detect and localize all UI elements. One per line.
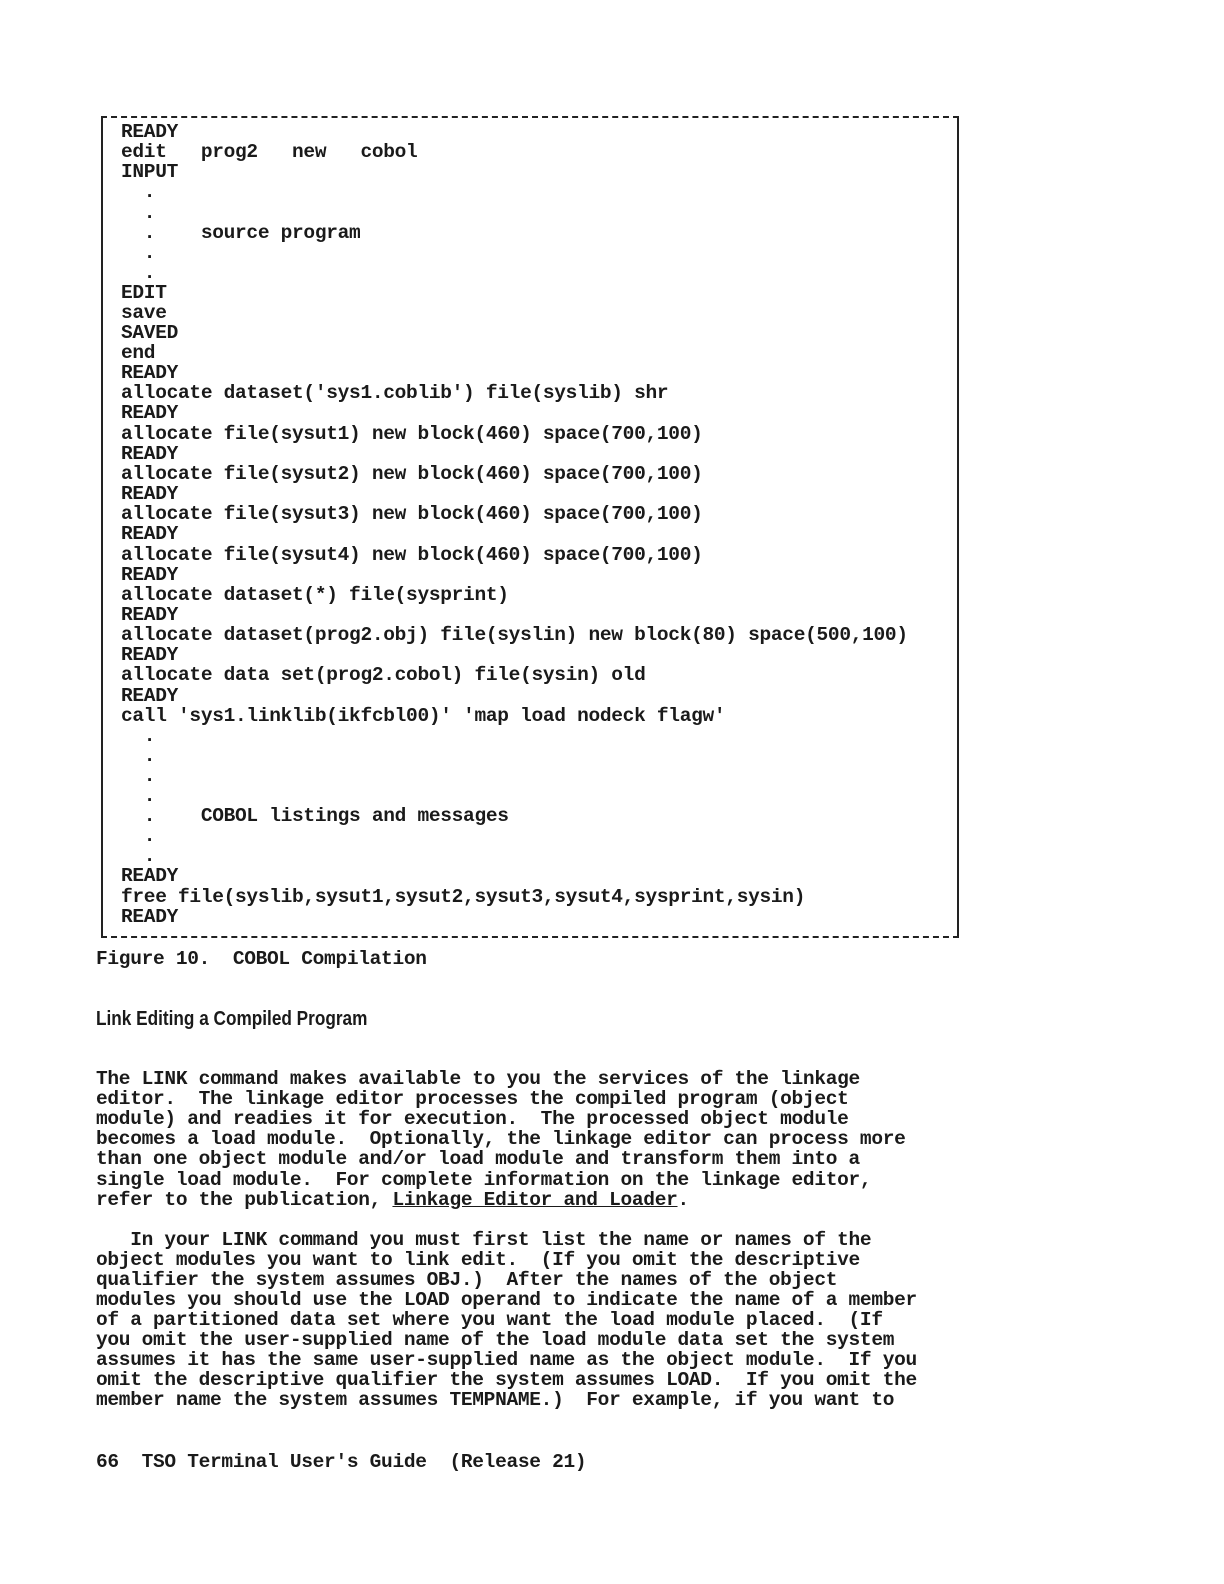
figure-line: free file(syslib,sysut1,sysut2,sysut3,sysut4,sysprint,sysin): [121, 886, 806, 908]
figure-line: end: [121, 342, 156, 364]
figure-line: . source program: [121, 222, 361, 244]
figure-line: READY: [121, 906, 179, 928]
page-footer: 66 TSO Terminal User's Guide (Release 21): [96, 1451, 587, 1473]
figure-line: allocate dataset(*) file(sysprint): [121, 584, 509, 606]
figure-line: READY: [121, 523, 179, 545]
section-heading: Link Editing a Compiled Program: [96, 1008, 368, 1030]
figure-line: READY: [121, 402, 179, 424]
figure-line: allocate file(sysut1) new block(460) space(700,100): [121, 423, 703, 445]
paragraph-line: you omit the user-supplied name of the load module data set the system: [96, 1329, 895, 1351]
figure-line: .: [121, 765, 156, 787]
figure-line: .: [121, 242, 156, 264]
figure-line: .: [121, 262, 156, 284]
figure-line: .: [121, 825, 156, 847]
paragraph-line: module) and readies it for execution. The processed object module: [96, 1108, 849, 1130]
publication-title-link: Linkage Editor and Loader: [392, 1189, 678, 1211]
paragraph-line: The LINK command makes available to you the services of the linkage: [96, 1068, 860, 1090]
paragraph-text: refer to the publication,: [96, 1189, 393, 1211]
paragraph-line: assumes it has the same user-supplied name as the object module. If you: [96, 1349, 917, 1371]
figure-caption: Figure 10. COBOL Compilation: [96, 948, 427, 970]
paragraph-line: of a partitioned data set where you want the load module placed. (If: [96, 1309, 883, 1331]
figure-line: .: [121, 845, 156, 867]
paragraph-line: editor. The linkage editor processes the compiled program (object: [96, 1088, 849, 1110]
figure-line: edit prog2 new cobol: [121, 141, 418, 163]
figure-line: READY: [121, 362, 179, 384]
paragraph-text: .: [677, 1189, 689, 1211]
figure-line: READY: [121, 483, 179, 505]
figure-line: READY: [121, 644, 179, 666]
figure-line: call 'sys1.linklib(ikfcbl00)' 'map load nodeck flagw': [121, 705, 726, 727]
paragraph-line: object modules you want to link edit. (If you omit the descriptive: [96, 1249, 860, 1271]
figure-line: .: [121, 725, 156, 747]
figure-line: .: [121, 202, 156, 224]
paragraph-line: becomes a load module. Optionally, the linkage editor can process more: [96, 1128, 906, 1150]
figure-line: allocate dataset('sys1.coblib') file(syslib) shr: [121, 382, 669, 404]
figure-line: allocate dataset(prog2.obj) file(syslin) new block(80) space(500,100): [121, 624, 908, 646]
paragraph-line: than one object module and/or load module and transform them into a: [96, 1148, 860, 1170]
figure-line: allocate file(sysut2) new block(460) space(700,100): [121, 463, 703, 485]
paragraph-line: single load module. For complete information on the linkage editor,: [96, 1169, 872, 1191]
paragraph-line: omit the descriptive qualifier the system assumes LOAD. If you omit the: [96, 1369, 917, 1391]
figure-line: allocate data set(prog2.cobol) file(sysin) old: [121, 664, 646, 686]
paragraph-line: member name the system assumes TEMPNAME.) For example, if you want to: [96, 1389, 895, 1411]
paragraph-line: In your LINK command you must first list the name or names of the: [96, 1229, 872, 1251]
figure-line: .: [121, 745, 156, 767]
figure-line: INPUT: [121, 161, 179, 183]
paragraph-line: qualifier the system assumes OBJ.) After the names of the object: [96, 1269, 838, 1291]
figure-line: READY: [121, 604, 179, 626]
figure-line: . COBOL listings and messages: [121, 805, 509, 827]
figure-line: SAVED: [121, 322, 179, 344]
paragraph-line: modules you should use the LOAD operand to indicate the name of a member: [96, 1289, 917, 1311]
figure-line: READY: [121, 685, 179, 707]
figure-line: allocate file(sysut4) new block(460) space(700,100): [121, 544, 703, 566]
figure-line: save: [121, 302, 167, 324]
figure-line: READY: [121, 865, 179, 887]
figure-line: READY: [121, 564, 179, 586]
figure-line: .: [121, 181, 156, 203]
figure-line: EDIT: [121, 282, 167, 304]
figure-line: READY: [121, 121, 179, 143]
figure-line: READY: [121, 443, 179, 465]
paragraph-line: [96, 1190, 689, 1210]
figure-line: allocate file(sysut3) new block(460) space(700,100): [121, 503, 703, 525]
figure-line: .: [121, 785, 156, 807]
